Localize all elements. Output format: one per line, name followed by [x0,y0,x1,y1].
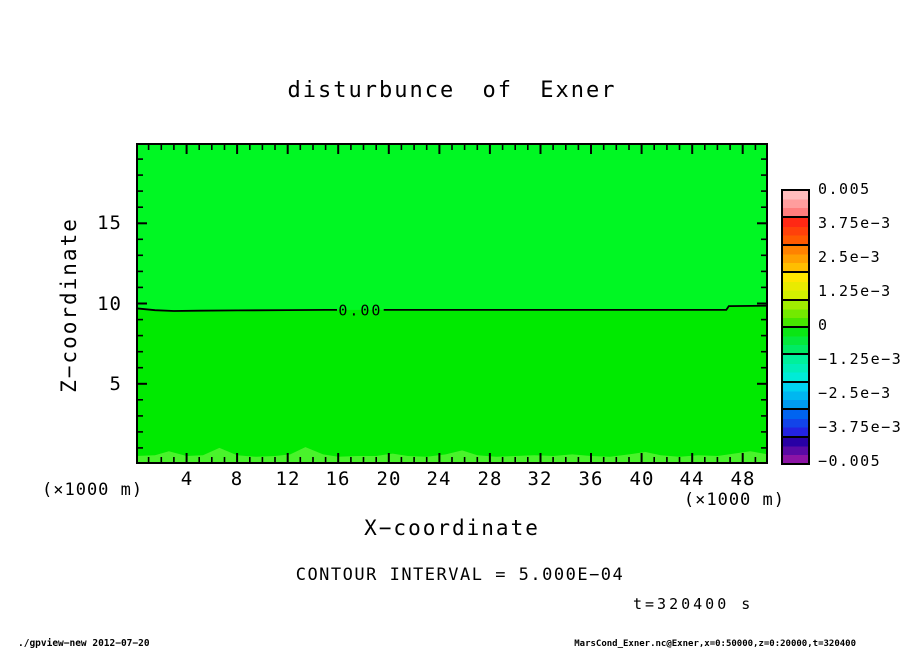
x-tick-label: 36 [578,468,604,490]
x-tick-label: 28 [477,468,503,490]
colorbar-box [783,438,808,463]
x-tick-label: 20 [376,468,402,490]
x-tick-label: 24 [426,468,452,490]
colorbar-box [783,355,808,382]
x-tick-label: 32 [527,468,553,490]
x-tick-label: 4 [180,468,194,490]
contour-plot-area [136,143,768,464]
x-tick-label: 8 [230,468,244,490]
colorbar-tick-label: −1.25e−3 [818,350,903,368]
colorbar-tick-label: −2.5e−3 [818,384,892,402]
chart-title: disturbunce of Exner [287,78,617,103]
x-tick-label: 16 [325,468,351,490]
x-tick-label: 48 [730,468,756,490]
colorbar-tick-label: 2.5e−3 [818,248,882,266]
time-annotation: t=320400 s [633,595,754,613]
colorbar-box [783,191,808,218]
z-tick-label: 5 [109,373,122,395]
x-axis-unit: (×1000 m) [683,490,785,510]
x-tick-label: 40 [629,468,655,490]
z-axis-tick-labels [84,143,128,464]
footer-command: ./gpview−new 2012−07−20 [18,638,150,649]
x-tick-label: 44 [679,468,705,490]
z-tick-label: 10 [97,293,122,315]
z-axis-label: Z−coordinate [57,217,81,393]
zero-contour-label: 0.00 [338,301,383,320]
colorbar-box [783,273,808,300]
colorbar-tick-label: 3.75e−3 [818,214,892,232]
colorbar-box [783,383,808,410]
colorbar-box [783,301,808,328]
colorbar-tick-label: 0.005 [818,180,871,198]
colorbar-box [783,410,808,437]
z-tick-label: 15 [97,212,122,234]
colorbar-tick-label: 0 [818,316,829,334]
footer-source: MarsCond_Exner.nc@Exner,x=0:50000,z=0:20000,t=320400 [574,639,856,649]
colorbar-box [783,218,808,245]
contour-interval-note: CONTOUR INTERVAL = 5.000E−04 [295,565,625,585]
x-axis-label: X−coordinate [364,516,540,540]
x-axis-tick-labels [136,466,768,490]
colorbar-box [783,328,808,355]
colorbar-tick-label: 1.25e−3 [818,282,892,300]
colorbar-tick-label: −3.75e−3 [818,418,903,436]
colorbar-tick-label: −0.005 [818,452,882,470]
colorbar [781,189,810,465]
colorbar-box [783,246,808,273]
x-tick-label: 12 [275,468,301,490]
z-axis-unit: (×1000 m) [42,480,144,500]
